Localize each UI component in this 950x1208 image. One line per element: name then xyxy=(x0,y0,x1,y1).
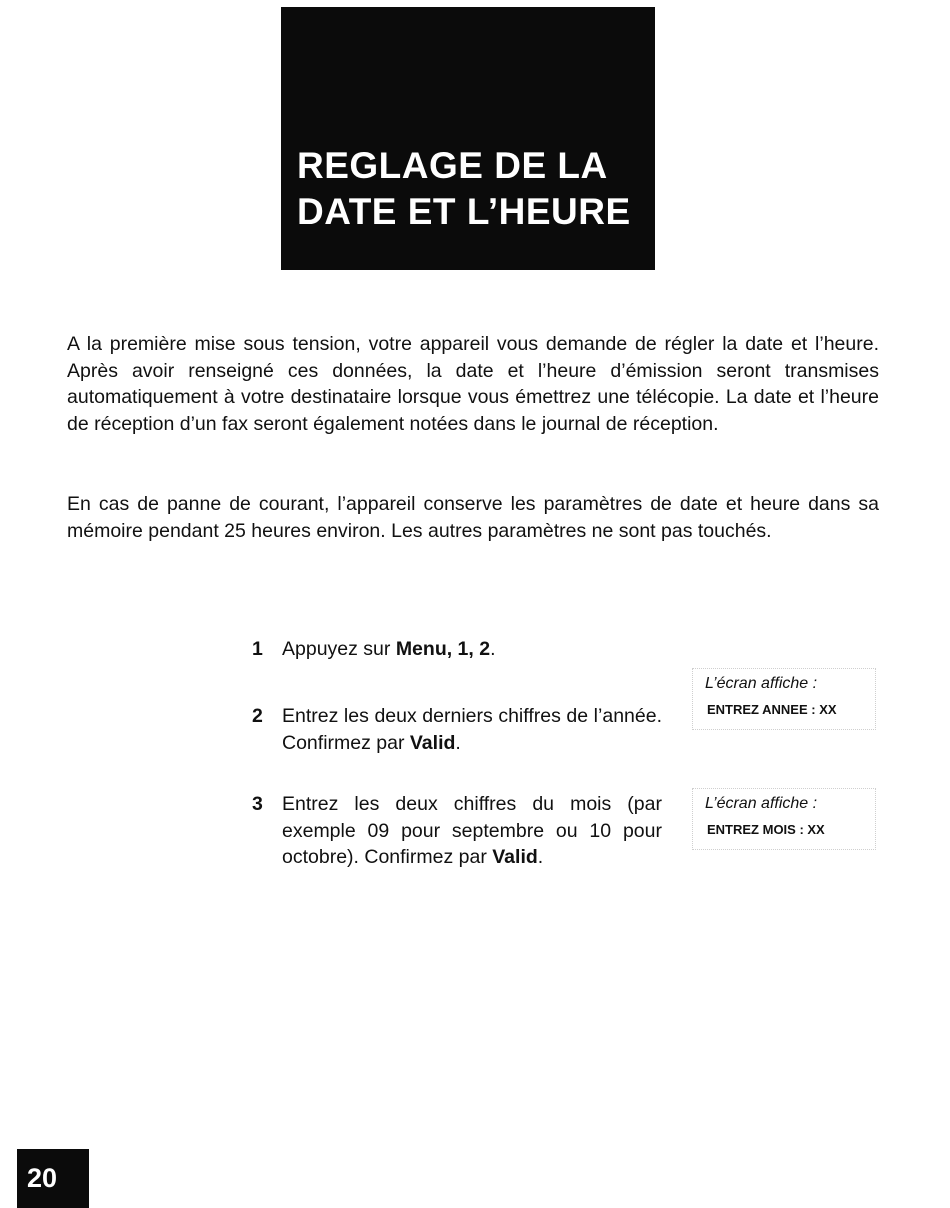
step-text-before: Appuyez sur xyxy=(282,638,396,660)
screen-display-year xyxy=(692,668,876,730)
page-title xyxy=(297,143,631,235)
step-key-valid: Valid xyxy=(409,731,456,754)
step-1 xyxy=(252,636,662,663)
step-text-after: . xyxy=(537,846,544,868)
step-text-before: Entrez les deux chiffres du mois (par exemple 09 pour septembre ou 10 pour octobre). Confirmez par xyxy=(282,793,662,868)
screen-message: ENTREZ MOIS : XX xyxy=(707,822,825,837)
title-line-1: REGLAGE DE LA xyxy=(297,145,608,186)
step-instruction xyxy=(282,791,662,871)
title-banner xyxy=(281,7,655,270)
step-instruction xyxy=(282,703,662,756)
screen-display-month xyxy=(692,788,876,850)
step-text-after: . xyxy=(455,731,461,754)
step-3 xyxy=(252,791,662,871)
step-key-sequence: Menu, 1, 2 xyxy=(395,638,491,660)
step-number: 1 xyxy=(252,638,263,660)
step-number: 3 xyxy=(252,793,263,815)
step-text-before: Entrez les deux derniers chiffres de l’année. Confirmez par xyxy=(282,705,662,754)
screen-label: L’écran affiche : xyxy=(705,795,818,812)
screen-message: ENTREZ ANNEE : XX xyxy=(707,702,837,717)
step-number: 2 xyxy=(252,705,263,727)
page-number: 20 xyxy=(17,1149,89,1208)
step-instruction xyxy=(282,636,662,663)
title-line-2: DATE ET L’HEURE xyxy=(297,191,631,232)
step-text-after: . xyxy=(490,638,496,660)
intro-paragraph-2: En cas de panne de courant, l’appareil conserve les paramètres de date et heure dans sa mémoire pendant 25 heures environ. Les autres paramètres ne sont pas touchés. xyxy=(67,493,879,542)
screen-label: L’écran affiche : xyxy=(705,675,818,692)
intro-paragraph-1: A la première mise sous tension, votre appareil vous demande de régler la date et l’heure. Après avoir renseigné ces données, la date et l’heure d’émission seront transmises automatiquement à votre destinataire lorsque vous émettrez une télécopie. La date et l’heure de réception d’un fax seront également notées dans le journal de réception. xyxy=(67,333,879,435)
step-2 xyxy=(252,703,662,756)
step-key-valid: Valid xyxy=(492,846,538,868)
